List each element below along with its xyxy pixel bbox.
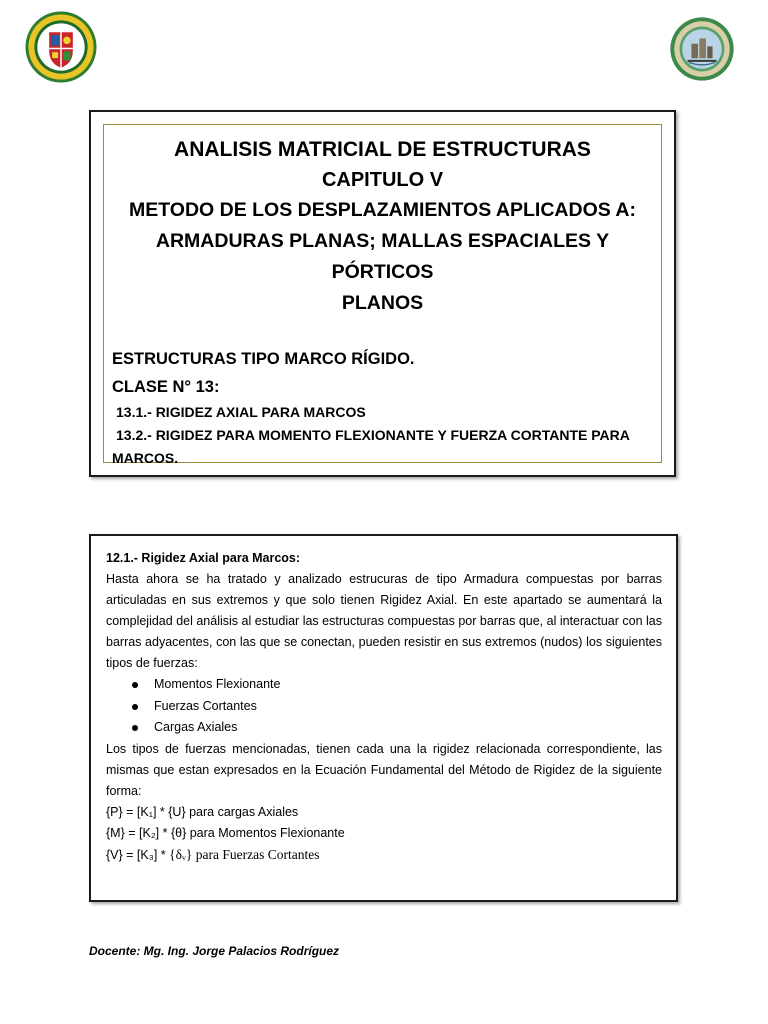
subtitle-line-1: METODO DE LOS DESPLAZAMIENTOS APLICADOS A:	[128, 199, 637, 221]
topic-item-2-line-1: 13.2.- RIGIDEZ PARA MOMENTO FLEXIONANTE Y FUERZA CORTANTE PARA	[116, 427, 630, 443]
equation-moment: {M} = [K₂] * {θ} para Momentos Flexionante	[106, 825, 345, 840]
equation-shear	[106, 844, 662, 866]
list-item: Cargas Axiales	[130, 717, 662, 739]
teacher-footer: Docente: Mg. Ing. Jorge Palacios Rodríguez	[89, 944, 340, 958]
title-inner-border	[103, 124, 662, 466]
university-seal-icon	[24, 10, 98, 84]
topic-item-1: 13.1.- RIGIDEZ AXIAL PARA MARCOS	[116, 404, 366, 420]
list-item: Momentos Flexionante	[130, 674, 662, 696]
class-number: CLASE N° 13:	[112, 378, 220, 396]
topic-item-2-line-2: MARCOS.	[112, 450, 179, 466]
subtitle-line-3: PLANOS	[341, 292, 424, 314]
content-frame	[89, 534, 678, 902]
chapter-title: CAPITULO V	[321, 169, 444, 191]
main-title: ANALISIS MATRICIAL DE ESTRUCTURAS	[174, 138, 591, 161]
title-frame	[89, 110, 676, 477]
section-type: ESTRUCTURAS TIPO MARCO RÍGIDO.	[112, 350, 415, 368]
equation-shear-prefix: {V} = [K₃] *	[106, 847, 170, 862]
equation-shear-suffix: {δᵥ} para Fuerzas Cortantes	[169, 846, 320, 862]
section-heading: 12.1.- Rigidez Axial para Marcos:	[106, 551, 301, 565]
force-type-list	[106, 674, 662, 739]
intro-paragraph: Hasta ahora se ha tratado y analizado estrucuras de tipo Armadura compuestas por barras articuladas en sus extremos y que solo tienen Rigidez Axial. En este apartado se aumentará la complejidad del análisis al estudiar las estructuras compuestas por barras que, al interactuar con las barras adyacentes, con las que se conectan, pueden resistir en sus extremos (nudos) los siguientes tipos de fuerzas:	[106, 572, 662, 670]
equation-axial: {P} = [K₁] * {U} para cargas Axiales	[106, 804, 299, 819]
list-item: Fuerzas Cortantes	[130, 696, 662, 718]
stiffness-paragraph: Los tipos de fuerzas mencionadas, tienen cada una la rigidez relacionada correspondiente, las mismas que estan expresados en la Ecuación Fundamental del Método de Rigidez de la siguiente forma:	[106, 741, 662, 798]
civil-engineering-seal-icon	[669, 16, 735, 82]
subtitle-line-2: ARMADURAS PLANAS; MALLAS ESPACIALES Y PÓRTICOS	[155, 230, 610, 283]
